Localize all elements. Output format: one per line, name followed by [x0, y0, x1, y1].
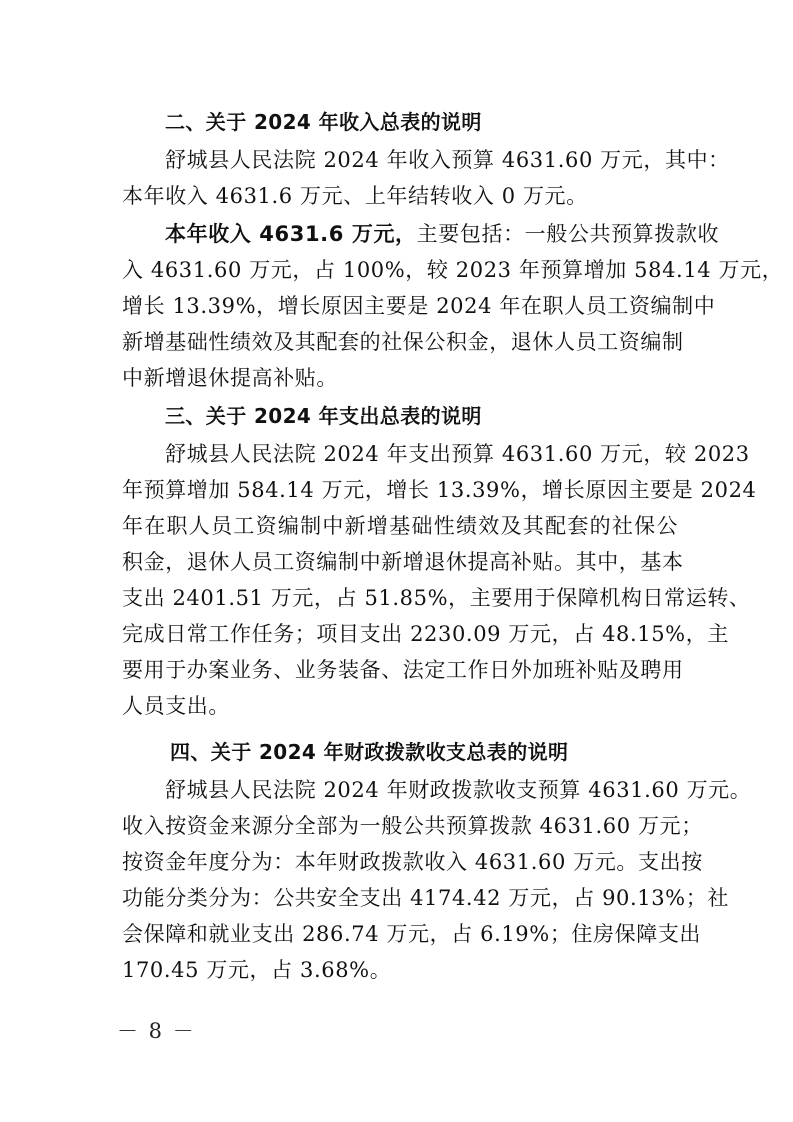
paragraph-line: 本年收入 4631.6 万元、上年结转收入 0 万元。 — [122, 184, 588, 208]
section-heading-income-summary: 二、关于 2024 年收入总表的说明 — [165, 110, 482, 134]
section-heading-expenditure-summary: 三、关于 2024 年支出总表的说明 — [165, 404, 482, 428]
paragraph-line: 积金，退休人员工资编制中新增退休提高补贴。其中，基本 — [122, 550, 684, 574]
paragraph-line: 收入按资金来源分全部为一般公共预算拨款 4631.60 万元； — [122, 814, 703, 838]
paragraph-line: 支出 2401.51 万元，占 51.85%，主要用于保障机构日常运转、 — [122, 586, 751, 610]
paragraph-line — [165, 216, 720, 252]
paragraph-line: 会保障和就业支出 286.74 万元，占 6.19%；住房保障支出 — [122, 922, 702, 946]
paragraph-line: 年在职人员工资编制中新增基础性绩效及其配套的社保公 — [122, 514, 678, 538]
paragraph-line: 人员支出。 — [122, 694, 230, 718]
paragraph-line: 功能分类分为：公共安全支出 4174.42 万元，占 90.13%；社 — [122, 886, 729, 910]
paragraph-text: 主要包括：一般公共预算拨款收 — [416, 222, 720, 246]
paragraph-line: 要用于办案业务、业务装备、法定工作日外加班补贴及聘用 — [122, 658, 684, 682]
paragraph-line: 170.45 万元，占 3.68%。 — [122, 958, 392, 982]
paragraph-line: 舒城县人民法院 2024 年财政拨款收支预算 4631.60 万元。 — [165, 778, 752, 802]
paragraph-line: 按资金年度分为：本年财政拨款收入 4631.60 万元。支出按 — [122, 850, 703, 874]
section-heading-fiscal-appropriation-summary: 四、关于 2024 年财政拨款收支总表的说明 — [170, 740, 569, 764]
paragraph-line: 增长 13.39%，增长原因主要是 2024 年在职人员工资编制中 — [122, 294, 716, 318]
paragraph-line: 完成日常工作任务；项目支出 2230.09 万元，占 48.15%，主 — [122, 622, 729, 646]
bold-lead-text: 本年收入 4631.6 万元， — [165, 222, 417, 246]
paragraph-line: 中新增退休提高补贴。 — [122, 366, 338, 390]
paragraph-line: 新增基础性绩效及其配套的社保公积金，退休人员工资编制 — [122, 330, 684, 354]
paragraph-line: 舒城县人民法院 2024 年支出预算 4631.60 万元，较 2023 — [165, 442, 750, 466]
paragraph-line: 年预算增加 584.14 万元，增长 13.39%，增长原因主要是 2024 — [122, 478, 757, 502]
paragraph-line: 入 4631.60 万元，占 100%，较 2023 年预算增加 584.14 万元， — [122, 258, 784, 282]
paragraph-line: 舒城县人民法院 2024 年收入预算 4631.60 万元，其中： — [165, 148, 730, 172]
page-number: － 8 － — [117, 1019, 196, 1043]
